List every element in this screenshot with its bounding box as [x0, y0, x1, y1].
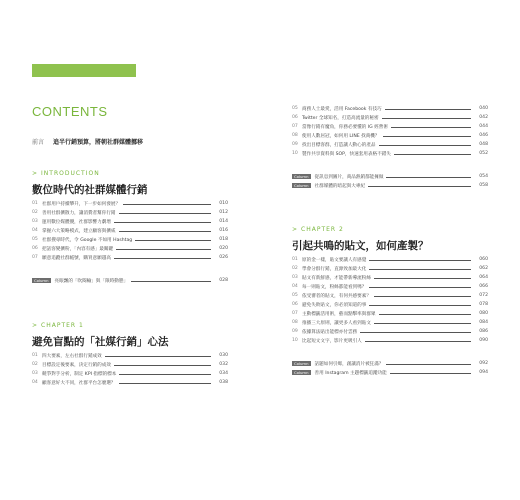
toc-row[interactable] — [292, 327, 488, 336]
toc-page: 092 — [479, 361, 488, 366]
toc-num: 01 — [32, 353, 38, 358]
toc-text: 主動標籤活用術，藝而點擊率與群眾 — [302, 311, 376, 317]
toc-leader — [365, 341, 471, 342]
toc-text: 社群用戶持續攀升，下一步如何發展？ — [42, 201, 121, 207]
toc-text: 找出目標客群，打造讓人動心的產品 — [302, 142, 376, 148]
toc-num: 03 — [292, 275, 298, 280]
toc-num: 07 — [292, 311, 298, 316]
column-badge: Column — [294, 183, 309, 188]
toc-num: 04 — [32, 228, 38, 233]
toc-row[interactable] — [292, 104, 488, 113]
toc-text: 貼文有新鮮感，才能帶新導流粉絲 — [302, 275, 371, 281]
toc-page: 078 — [479, 302, 488, 307]
toc-num: 04 — [32, 380, 38, 385]
toc-num: 02 — [32, 210, 38, 215]
toc-text: 學會分群行銷，直源致加最大化 — [302, 266, 367, 272]
toc-page: 028 — [219, 278, 228, 283]
ch2-toc — [292, 255, 488, 377]
toc-page: 040 — [479, 106, 488, 111]
toc-page: 042 — [479, 115, 488, 120]
toc-text: 社群媒體的暗起與大專紀 — [314, 183, 366, 189]
toc-page: 034 — [219, 371, 228, 376]
toc-leader — [386, 364, 471, 365]
toc-num: 01 — [32, 201, 38, 206]
ch1-title: 避免盲點的「社媒行銷」心法 — [32, 336, 169, 348]
toc-leader — [369, 305, 471, 306]
toc-text: 製作共享資料與 SOP，快速套用表格不錯失 — [302, 151, 391, 157]
column-badge: Column — [294, 361, 309, 366]
toc-leader — [382, 118, 471, 119]
toc-leader — [114, 365, 211, 366]
toc-leader — [368, 186, 471, 187]
toc-page: 026 — [219, 255, 228, 260]
toc-page: 090 — [479, 338, 488, 343]
ch2-kicker-text: CHAPTER 2 — [301, 226, 344, 233]
toc-page: 012 — [219, 210, 228, 215]
toc-text: 目標設定後要素，決定行銷的成效 — [42, 362, 111, 368]
toc-num: 01 — [292, 257, 298, 262]
toc-row[interactable] — [32, 235, 228, 244]
toc-num: 06 — [292, 115, 298, 120]
toc-leader — [379, 145, 471, 146]
ch1-continued-toc — [292, 104, 488, 190]
toc-leader — [374, 278, 471, 279]
toc-leader — [394, 154, 471, 155]
toc-leader — [374, 296, 471, 297]
toc-row[interactable] — [32, 360, 228, 369]
toc-row[interactable] — [292, 131, 488, 140]
toc-row[interactable] — [292, 291, 488, 300]
toc-row[interactable] — [292, 255, 488, 264]
toc-text: 社群搜尋時代，令 Google 不如用 Hashtag — [42, 237, 133, 243]
toc-page: 072 — [479, 293, 488, 298]
toc-num: 10 — [292, 338, 298, 343]
toc-page: 048 — [479, 142, 488, 147]
toc-leader — [119, 383, 211, 384]
column-badge: Column — [294, 370, 309, 375]
toc-text: 亮眼飄的「吹閱輸」與「限時動態」 — [54, 278, 129, 284]
preface-entry — [32, 137, 143, 146]
toc-leader — [390, 373, 471, 374]
intro-title: 數位時代的社群媒體行銷 — [32, 184, 148, 196]
toc-page: 084 — [479, 320, 488, 325]
toc-page: 044 — [479, 124, 488, 129]
toc-row[interactable] — [292, 309, 488, 318]
toc-num: 08 — [292, 320, 298, 325]
toc-row[interactable] — [292, 264, 488, 273]
toc-page: 038 — [219, 380, 228, 385]
toc-row[interactable] — [32, 378, 228, 387]
toc-row[interactable] — [32, 369, 228, 378]
toc-num: 02 — [32, 362, 38, 367]
toc-row[interactable] — [32, 351, 228, 360]
toc-num: 07 — [292, 124, 298, 129]
toc-num: 02 — [292, 266, 298, 271]
preface-title: 追半行銷預算，將朝社群媒體挪移 — [52, 139, 143, 146]
toc-text: 運用數位媒體優，社群影響力劇增 — [42, 219, 111, 225]
toc-num: 08 — [292, 133, 298, 138]
toc-page: 020 — [219, 246, 228, 251]
toc-text: 願意追蹤社群帳號，購買意願越高 — [42, 255, 111, 261]
toc-row[interactable] — [292, 300, 488, 309]
toc-leader — [385, 109, 471, 110]
column-badge: Column — [294, 174, 309, 179]
toc-leader — [114, 258, 211, 259]
toc-page: 016 — [219, 228, 228, 233]
toc-text: 原的金一樣，貼文要讓人有感覺 — [302, 257, 367, 263]
toc-num: 05 — [32, 237, 38, 242]
toc-text: 把話客變擴粉，「內容有感」最關鍵 — [42, 246, 114, 252]
toc-row[interactable] — [292, 113, 488, 122]
toc-text: 依據算法貼出能標亦付雲務 — [302, 329, 358, 335]
toc-page: 064 — [479, 275, 488, 280]
toc-row[interactable] — [292, 122, 488, 131]
toc-page: 018 — [219, 237, 228, 242]
toc-text: 依受審者的貼文，有何共感要素？ — [302, 293, 371, 299]
toc-leader — [386, 177, 471, 178]
toc-num: 06 — [292, 302, 298, 307]
toc-text: 比起短文文字，影片更吸引人 — [302, 338, 362, 344]
toc-text: 顧客意好大不同，社群平台怎麼選？ — [42, 380, 116, 386]
toc-page: 066 — [479, 284, 488, 289]
toc-leader — [135, 240, 211, 241]
toc-row[interactable] — [32, 226, 228, 235]
toc-text: 商務人士最愛，活用 Facebook 有技巧 — [302, 106, 382, 112]
toc-row[interactable] — [292, 336, 488, 345]
toc-leader — [119, 374, 211, 375]
toc-leader — [105, 356, 211, 357]
toc-row[interactable] — [32, 199, 228, 208]
toc-column-row[interactable] — [292, 172, 488, 181]
toc-text: 每一則貼文，粉絲都能看到嗎？ — [302, 284, 367, 290]
toc-text: 四大要素，左右社群行銷成效 — [42, 353, 102, 359]
toc-text: 使用人數居冠，如何用 LINE 找商機？ — [302, 133, 380, 139]
toc-row[interactable] — [32, 253, 228, 262]
toc-num: 05 — [292, 106, 298, 111]
intro-kicker-text: INTRODUCTION — [41, 170, 100, 177]
toc-page: 060 — [479, 257, 488, 262]
column-badge: Column — [34, 278, 49, 283]
toc-page: 014 — [219, 219, 228, 224]
toc-row[interactable] — [32, 217, 228, 226]
toc-leader — [369, 269, 471, 270]
toc-num: 09 — [292, 142, 298, 147]
toc-row[interactable] — [32, 208, 228, 217]
toc-page: 062 — [479, 266, 488, 271]
ch1-kicker-text: CHAPTER 1 — [41, 322, 84, 329]
intro-kicker — [32, 170, 100, 177]
toc-num: 05 — [292, 293, 298, 298]
toc-column-row[interactable] — [292, 181, 488, 190]
toc-text: 善用社群擴散力，讓消費者幫你行銷 — [42, 210, 116, 216]
toc-leader — [119, 213, 211, 214]
toc-column-row[interactable] — [292, 359, 488, 368]
toc-text: 競爭對手分析，制定 KPI 指標的標本 — [42, 371, 117, 377]
chevron-right-icon: > — [32, 170, 39, 177]
toc-leader — [116, 249, 211, 250]
toc-leader — [119, 231, 211, 232]
toc-row[interactable] — [292, 273, 488, 282]
toc-leader — [369, 287, 471, 288]
toc-leader — [123, 204, 211, 205]
ch2-title: 引起共鳴的貼文，如何產製？ — [292, 240, 429, 252]
toc-page: 030 — [219, 353, 228, 358]
toc-row[interactable] — [292, 149, 488, 158]
toc-page: 080 — [479, 311, 488, 316]
toc-num: 04 — [292, 284, 298, 289]
toc-page: 086 — [479, 329, 488, 334]
ch1-kicker — [32, 322, 84, 329]
toc-column-row[interactable] — [32, 276, 228, 285]
toc-row[interactable] — [292, 282, 488, 291]
toc-page: 052 — [479, 151, 488, 156]
ch1-toc — [32, 351, 228, 387]
toc-text: 從訊息到圖片，商品熱銷都能擁做 — [314, 174, 384, 180]
toc-column-row[interactable] — [292, 368, 488, 377]
toc-page: 054 — [479, 174, 488, 179]
toc-num: 07 — [32, 255, 38, 260]
toc-num: 10 — [292, 151, 298, 156]
toc-page: 094 — [479, 370, 488, 375]
ch2-kicker — [292, 226, 344, 233]
toc-num: 06 — [32, 246, 38, 251]
toc-leader — [379, 314, 471, 315]
toc-leader — [369, 260, 471, 261]
toc-page: 010 — [219, 201, 228, 206]
toc-leader — [131, 281, 211, 282]
toc-leader — [391, 127, 471, 128]
toc-leader — [114, 222, 211, 223]
toc-row[interactable] — [32, 244, 228, 253]
toc-text: 當像行銷有魔角，你務必要懂的 IG 經營術 — [302, 124, 388, 130]
toc-num: 09 — [292, 329, 298, 334]
toc-leader — [374, 323, 471, 324]
preface-tag: 前言 — [32, 139, 45, 146]
contents-heading: CONTENTS — [32, 104, 108, 119]
toc-text: 話題如何引爆，創讓消片被狂滿？ — [314, 361, 384, 367]
toc-text: Twitter 全球知名，打造高流量的秘密 — [302, 115, 379, 121]
header-color-bar — [32, 64, 136, 77]
toc-row[interactable] — [292, 318, 488, 327]
toc-num: 03 — [32, 219, 38, 224]
intro-toc — [32, 199, 228, 285]
toc-leader — [383, 136, 472, 137]
toc-leader — [360, 332, 471, 333]
toc-page: 046 — [479, 133, 488, 138]
toc-row[interactable] — [292, 140, 488, 149]
toc-text: 推播三大原則，讓更多人看到貼文 — [302, 320, 371, 326]
toc-text: 避免失敗貼文，你必須知道的事 — [302, 302, 367, 308]
toc-page: 032 — [219, 362, 228, 367]
toc-text: 掌握六大策略模式，建立顧客與擴威 — [42, 228, 116, 234]
chevron-right-icon: > — [292, 226, 299, 233]
toc-text: 善用 Instagram 主題標籤追蹤功能 — [314, 370, 387, 376]
toc-page: 058 — [479, 183, 488, 188]
chevron-right-icon: > — [32, 322, 39, 329]
toc-num: 03 — [32, 371, 38, 376]
